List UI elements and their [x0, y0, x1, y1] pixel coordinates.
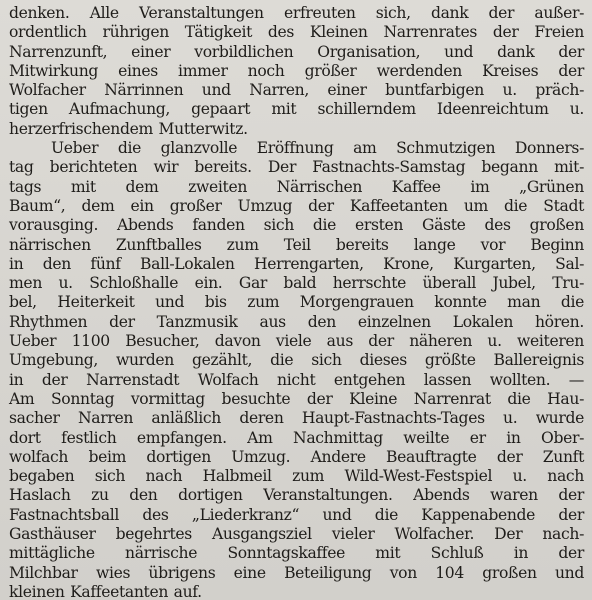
text-line: tag berichteten wir bereits. Der Fastnachts-Samstag begann mit-: [9, 158, 584, 177]
text-line: närrischen Zunftballes zum Teil bereits lange vor Beginn: [9, 235, 584, 254]
text-line: ordentlich rührigen Tätigkeit des Kleinen Narrenrates der Freien: [9, 23, 584, 42]
text-line: men u. Schloßhalle ein. Gar bald herrschte überall Jubel, Tru-: [9, 274, 584, 293]
text-line: Mitwirkung eines immer noch größer werdenden Kreises der: [9, 61, 584, 80]
text-line: Ueber 1100 Besucher, davon viele aus der näheren u. weiteren: [9, 332, 584, 351]
text-line: herzerfrischendem Mutterwitz.: [9, 119, 248, 138]
text-line: vorausging. Abends fanden sich die ersten Gäste des großen: [9, 216, 584, 235]
paragraph-1: [9, 4, 584, 139]
text-line: Wolfacher Närrinnen und Narren, einer buntfarbigen u. präch-: [9, 81, 584, 100]
text-line: dort festlich empfangen. Am Nachmittag weilte er in Ober-: [9, 428, 584, 447]
text-line: Narrenzunft, einer vorbildlichen Organisation, und dank der: [9, 42, 584, 61]
text-line: Milchbar wies übrigens eine Beteiligung von 104 großen und: [9, 563, 584, 582]
text-line: Am Sonntag vormittag besuchte der Kleine Narrenrat die Hau-: [9, 389, 584, 408]
text-line: sacher Narren anläßlich deren Haupt-Fastnachts-Tages u. wurde: [9, 409, 584, 428]
text-line: Baum“, dem ein großer Umzug der Kaffeetanten um die Stadt: [9, 196, 584, 215]
text-line: tags mit dem zweiten Närrischen Kaffee im „Grünen: [9, 177, 584, 196]
text-line: kleinen Kaffeetanten auf.: [9, 582, 202, 600]
text-line: Rhythmen der Tanzmusik aus den einzelnen Lokalen hören.: [9, 312, 584, 331]
text-line: bel, Heiterkeit und bis zum Morgengrauen konnte man die: [9, 293, 584, 312]
text-line: mittägliche närrische Sonntagskaffee mit Schluß in der: [9, 544, 584, 563]
text-line: begaben sich nach Halbmeil zum Wild-West-Festspiel u. nach: [9, 467, 584, 486]
text-line: Gasthäuser begehrtes Ausgangsziel vieler Wolfacher. Der nach-: [9, 525, 584, 544]
text-line: wolfach beim dortigen Umzug. Andere Beauftragte der Zunft: [9, 447, 584, 466]
text-line: in den fünf Ball-Lokalen Herrengarten, Krone, Kurgarten, Sal-: [9, 254, 584, 273]
text-line: Umgebung, wurden gezählt, die sich dieses größte Ballereignis: [9, 351, 584, 370]
text-line: tigen Aufmachung, gepaart mit schillerndem Ideenreichtum u.: [9, 100, 584, 119]
text-line: denken. Alle Veranstaltungen erfreuten sich, dank der außer-: [9, 4, 584, 22]
text-line: Fastnachtsball des „Liederkranz“ und die Kappenabende der: [9, 505, 584, 524]
paragraph-2: [9, 139, 584, 600]
text-line: Haslach zu den dortigen Veranstaltungen. Abends waren der: [9, 486, 584, 505]
text-line: Ueber die glanzvolle Eröffnung am Schmutzigen Donners-: [51, 139, 584, 158]
text-line: in der Narrenstadt Wolfach nicht entgehen lassen wollten. —: [9, 370, 584, 389]
